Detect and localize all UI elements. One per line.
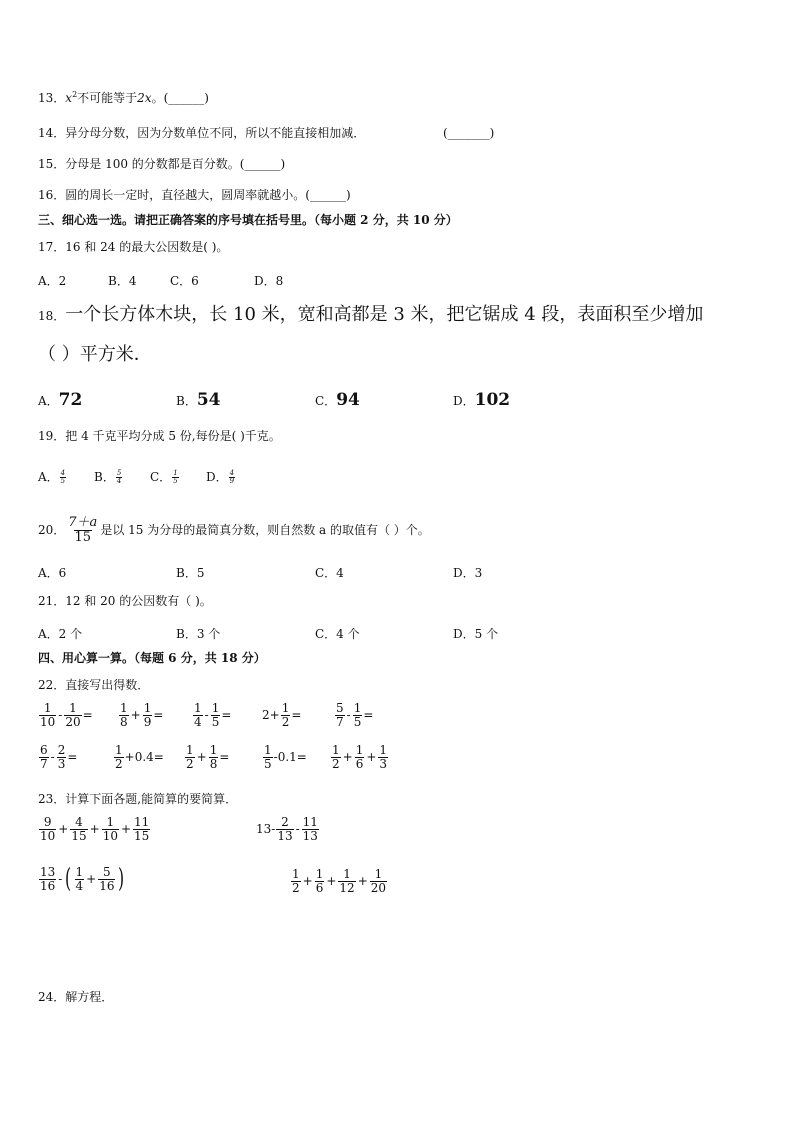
q17-option-d[interactable]: D．8	[254, 274, 284, 288]
operator: -	[346, 708, 351, 723]
q13-middle: 不可能等于	[77, 91, 138, 105]
operator: -	[204, 708, 209, 723]
operator: +	[86, 872, 97, 887]
q20-frac-numerator: 7＋a	[68, 515, 98, 530]
question-18	[38, 306, 703, 324]
frac-numerator: 1	[374, 867, 383, 881]
frac-denominator: 13	[277, 828, 293, 843]
frac-denominator: 6	[315, 880, 324, 895]
q22-expr-6	[38, 744, 77, 770]
frac-numerator: 5	[336, 701, 344, 715]
frac-denominator: 20	[370, 880, 387, 895]
q19-c-denominator: 5	[173, 477, 178, 485]
frac-numerator: 1	[43, 701, 52, 715]
q18-option-a-value: 72	[58, 390, 83, 410]
q18-option-c[interactable]	[315, 390, 360, 410]
q22-expr-7	[113, 744, 164, 770]
q19-b-denominator: 4	[116, 477, 122, 485]
q18-stem-line1: 一个长方体木块，长 10 米，宽和高都是 3 米，把它锯成 4 段，表面积至少增加	[65, 304, 704, 325]
frac-denominator: 7	[336, 714, 344, 729]
q20-number: 20．	[38, 523, 66, 538]
frac-numerator: 1	[209, 743, 218, 757]
q18-option-a[interactable]	[38, 390, 82, 410]
q19-option-a-label: A．	[38, 470, 59, 484]
operator: -	[58, 872, 63, 887]
frac-numerator: 1	[281, 701, 290, 715]
question-19: 19．把 4 千克平均分成 5 份,每份是( )千克。	[38, 429, 281, 443]
q19-a-numerator: 4	[60, 468, 66, 477]
frac-denominator: 5	[264, 756, 272, 771]
operator: -	[58, 708, 63, 723]
frac-denominator: 16	[40, 878, 56, 893]
question-17: 17．16 和 24 的最大公因数是( )。	[38, 240, 229, 254]
frac-numerator: 1	[115, 743, 123, 757]
q22-expr-10	[330, 744, 389, 770]
q14-blank[interactable]: (_______)	[443, 126, 495, 140]
tail: +0.4=	[124, 750, 164, 765]
prefix: 13-	[256, 822, 276, 837]
q20-option-d[interactable]: D．3	[453, 566, 483, 580]
q13-base: x	[65, 91, 73, 105]
frac-numerator: 1	[264, 743, 272, 757]
q18-stem-line2: （ ）平方米．	[38, 344, 152, 365]
question-14	[38, 127, 365, 139]
q14-text: 14．异分母分数，因为分数单位不同，所以不能直接相加减．	[38, 126, 366, 140]
q21-option-d[interactable]: D．5 个	[453, 627, 499, 641]
q22-expr-3	[192, 702, 231, 728]
q20-stem: 是以 15 为分母的最简真分数，则自然数 a 的取值有（ ）个。	[100, 523, 430, 538]
question-23: 23．计算下面各题,能简算的要简算．	[38, 792, 238, 806]
left-paren: (	[65, 864, 72, 895]
frac-denominator: 4	[75, 878, 84, 893]
question-21: 21．12 和 20 的公因数有（ )。	[38, 594, 212, 608]
frac-numerator: 1	[211, 701, 220, 715]
q21-option-c[interactable]: C．4 个	[315, 627, 360, 641]
q22-expr-2	[118, 702, 163, 728]
question-13	[38, 91, 209, 104]
frac-denominator: 8	[120, 714, 128, 729]
equals: =	[363, 708, 374, 723]
frac-denominator: 10	[40, 828, 56, 843]
frac-denominator: 9	[143, 714, 152, 729]
frac-numerator: 4	[75, 815, 83, 829]
frac-numerator: 1	[194, 701, 202, 715]
operator: +	[302, 874, 313, 889]
equals: =	[82, 708, 93, 723]
q18-option-c-value: 94	[336, 390, 360, 410]
question-16: 16．圆的周长一定时，直径越大，圆周率就越小。(______)	[38, 188, 351, 202]
frac-numerator: 2	[57, 743, 66, 757]
frac-numerator: 1	[353, 701, 362, 715]
frac-numerator: 1	[69, 701, 77, 715]
frac-numerator: 1	[379, 743, 388, 757]
q19-d-numerator: 4	[229, 468, 235, 477]
section-3-title: 三、细心选一选。请把正确答案的序号填在括号里。（每小题 2 分，共 10 分）	[38, 213, 458, 227]
q21-option-b[interactable]: B．3 个	[176, 627, 221, 641]
frac-denominator: 3	[57, 756, 66, 771]
q13-rhs: 2x	[137, 91, 152, 105]
frac-denominator: 15	[134, 828, 150, 843]
frac-denominator: 20	[65, 714, 81, 729]
frac-numerator: 1	[315, 867, 324, 881]
operator: +	[120, 822, 132, 837]
section-4-title: 四、用心算一算。（每题 6 分，共 18 分）	[38, 651, 266, 665]
q18-option-d[interactable]	[453, 390, 510, 410]
frac-denominator: 13	[302, 828, 318, 843]
q22-expr-9	[262, 744, 307, 770]
frac-denominator: 2	[292, 880, 300, 895]
frac-denominator: 12	[339, 880, 355, 895]
right-paren: )	[118, 864, 125, 895]
frac-numerator: 2	[281, 815, 289, 829]
question-20	[38, 516, 430, 544]
frac-numerator: 1	[120, 701, 128, 715]
frac-numerator: 1	[332, 743, 340, 757]
q18-option-b[interactable]	[176, 390, 221, 410]
frac-denominator: 10	[40, 714, 56, 729]
frac-numerator: 9	[43, 815, 52, 829]
q13-blank[interactable]: 。(______)	[151, 91, 209, 105]
frac-denominator: 8	[209, 756, 218, 771]
question-15: 15．分母是 100 的分数都是百分数。(______)	[38, 157, 286, 171]
frac-denominator: 2	[332, 756, 340, 771]
frac-numerator: 5	[103, 865, 111, 879]
q17-option-a[interactable]: A．2	[38, 274, 67, 288]
frac-denominator: 2	[281, 714, 290, 729]
q19-option-d-label: D．	[206, 470, 228, 484]
equals: =	[153, 708, 164, 723]
q17-option-c[interactable]: C．6	[170, 274, 199, 288]
frac-numerator: 1	[186, 743, 194, 757]
q19-d-denominator: 9	[229, 477, 235, 485]
operator: +	[196, 750, 207, 765]
q18-option-a-label: A．	[38, 394, 59, 408]
frac-denominator: 2	[186, 756, 194, 771]
q22-expr-8	[184, 744, 229, 770]
q20-frac-denominator: 15	[74, 529, 92, 545]
q22-expr-4	[262, 702, 301, 728]
equals: =	[291, 708, 302, 723]
prefix: 2+	[262, 708, 280, 723]
q19-b-numerator: 5	[116, 468, 122, 477]
frac-numerator: 1	[75, 865, 84, 879]
frac-denominator: 4	[194, 714, 202, 729]
q20-option-c[interactable]: C．4	[315, 566, 344, 580]
q18-number: 18．	[38, 309, 66, 323]
q23-expr-2	[256, 816, 320, 842]
equals: =	[221, 708, 232, 723]
frac-numerator: 11	[302, 815, 318, 829]
q19-option-b[interactable]	[94, 468, 123, 485]
frac-denominator: 5	[353, 714, 362, 729]
q19-a-denominator: 5	[60, 477, 66, 485]
q19-option-a[interactable]	[38, 468, 67, 485]
question-22: 22．直接写出得数．	[38, 678, 150, 692]
operator: +	[58, 822, 69, 837]
frac-numerator: 1	[106, 815, 115, 829]
q18-option-b-label: B．	[176, 394, 197, 408]
frac-numerator: 11	[134, 815, 150, 829]
q23-expr-3	[38, 864, 127, 895]
question-24: 24．解方程．	[38, 990, 114, 1004]
frac-numerator: 6	[40, 743, 48, 757]
q18-option-d-label: D．	[453, 394, 475, 408]
frac-numerator: 1	[143, 701, 152, 715]
q13-number: 13．	[38, 91, 66, 105]
frac-denominator: 7	[40, 756, 48, 771]
q19-option-c-label: C．	[150, 470, 172, 484]
operator: +	[366, 750, 377, 765]
frac-denominator: 15	[71, 828, 87, 843]
q23-expr-1	[38, 816, 151, 842]
q19-c-numerator: 1	[173, 468, 178, 477]
frac-denominator: 10	[102, 828, 118, 843]
operator: +	[326, 874, 337, 889]
equals: =	[67, 750, 78, 765]
frac-denominator: 2	[115, 756, 123, 771]
q18-option-c-label: C．	[315, 394, 337, 408]
frac-numerator: 1	[292, 867, 300, 881]
frac-denominator: 3	[379, 756, 388, 771]
operator: +	[342, 750, 353, 765]
frac-numerator: 13	[40, 865, 56, 879]
q20-option-a[interactable]: A．6	[38, 566, 67, 580]
operator: +	[130, 708, 141, 723]
q23-expr-4	[290, 868, 388, 894]
frac-numerator: 1	[343, 867, 351, 881]
operator: -	[50, 750, 55, 765]
frac-numerator: 1	[355, 743, 364, 757]
frac-denominator: 5	[211, 714, 220, 729]
q19-option-b-label: B．	[94, 470, 115, 484]
q22-expr-5	[334, 702, 373, 728]
operator: +	[89, 822, 100, 837]
frac-denominator: 16	[99, 878, 115, 893]
q17-option-b[interactable]: B．4	[108, 274, 137, 288]
operator: -	[295, 822, 300, 837]
q22-expr-1	[38, 702, 93, 728]
operator: +	[357, 874, 368, 889]
q19-option-c[interactable]	[150, 468, 180, 485]
equals: =	[219, 750, 230, 765]
q18-option-b-value: 54	[196, 390, 221, 410]
q21-option-a[interactable]: A．2 个	[38, 627, 83, 641]
frac-denominator: 6	[355, 756, 364, 771]
q13-exponent: 2	[72, 90, 78, 99]
q20-option-b[interactable]: B．5	[176, 566, 205, 580]
q18-option-d-value: 102	[474, 390, 511, 410]
q19-option-d[interactable]	[206, 468, 236, 485]
tail: -0.1=	[273, 750, 307, 765]
